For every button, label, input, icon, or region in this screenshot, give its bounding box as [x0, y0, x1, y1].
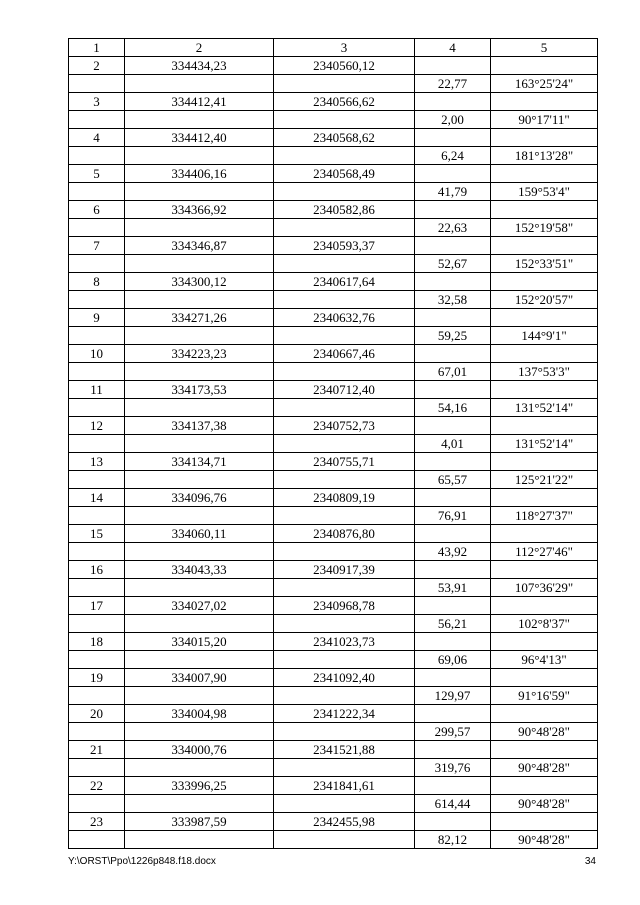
y-coordinate-cell: 2340632,76 [274, 309, 415, 327]
direction-angle-cell: 152°19'58" [491, 219, 598, 237]
empty-cell [274, 435, 415, 453]
empty-cell [69, 615, 125, 633]
empty-cell [69, 723, 125, 741]
y-coordinate-cell: 2341222,34 [274, 705, 415, 723]
empty-cell [69, 255, 125, 273]
empty-cell [125, 831, 274, 849]
table-row-point [69, 345, 598, 363]
direction-angle-cell: 159°53'4" [491, 183, 598, 201]
y-coordinate-cell: 2340809,19 [274, 489, 415, 507]
empty-cell [491, 57, 598, 75]
direction-angle-cell: 152°20'57" [491, 291, 598, 309]
empty-cell [491, 129, 598, 147]
point-number-cell: 23 [69, 813, 125, 831]
table-row-point [69, 417, 598, 435]
y-coordinate-cell: 2340568,62 [274, 129, 415, 147]
empty-cell [125, 399, 274, 417]
table-row-segment [69, 471, 598, 489]
y-coordinate-cell: 2342455,98 [274, 813, 415, 831]
table-row-point [69, 777, 598, 795]
table-row-point [69, 633, 598, 651]
empty-cell [491, 777, 598, 795]
empty-cell [491, 669, 598, 687]
empty-cell [125, 723, 274, 741]
empty-cell [274, 75, 415, 93]
y-coordinate-cell: 2340617,64 [274, 273, 415, 291]
y-coordinate-cell: 2341841,61 [274, 777, 415, 795]
segment-length-cell: 2,00 [415, 111, 491, 129]
segment-length-cell: 65,57 [415, 471, 491, 489]
empty-cell [491, 309, 598, 327]
table-row-segment [69, 327, 598, 345]
table-row-segment [69, 183, 598, 201]
x-coordinate-cell: 333987,59 [125, 813, 274, 831]
segment-length-cell: 54,16 [415, 399, 491, 417]
table-row-point [69, 489, 598, 507]
x-coordinate-cell: 334346,87 [125, 237, 274, 255]
segment-length-cell: 4,01 [415, 435, 491, 453]
table-row-segment [69, 687, 598, 705]
y-coordinate-cell: 2340593,37 [274, 237, 415, 255]
empty-cell [415, 381, 491, 399]
point-number-cell: 12 [69, 417, 125, 435]
direction-angle-cell: 90°48'28" [491, 723, 598, 741]
y-coordinate-cell: 2340917,39 [274, 561, 415, 579]
empty-cell [69, 579, 125, 597]
empty-cell [415, 201, 491, 219]
empty-cell [69, 147, 125, 165]
empty-cell [69, 111, 125, 129]
empty-cell [125, 543, 274, 561]
empty-cell [274, 291, 415, 309]
empty-cell [274, 651, 415, 669]
empty-cell [491, 237, 598, 255]
point-number-cell: 3 [69, 93, 125, 111]
empty-cell [415, 165, 491, 183]
empty-cell [415, 813, 491, 831]
empty-cell [415, 705, 491, 723]
table-row-segment [69, 291, 598, 309]
point-number-cell: 21 [69, 741, 125, 759]
x-coordinate-cell: 334412,40 [125, 129, 274, 147]
y-coordinate-cell: 2340752,73 [274, 417, 415, 435]
empty-cell [415, 561, 491, 579]
empty-cell [125, 147, 274, 165]
page-number: 34 [584, 856, 596, 867]
empty-cell [415, 345, 491, 363]
table-row-segment [69, 435, 598, 453]
table-row-point [69, 237, 598, 255]
empty-cell [69, 363, 125, 381]
empty-cell [415, 669, 491, 687]
segment-length-cell: 6,24 [415, 147, 491, 165]
point-number-cell: 16 [69, 561, 125, 579]
table-row-segment [69, 579, 598, 597]
table-row-point [69, 129, 598, 147]
x-coordinate-cell: 334060,11 [125, 525, 274, 543]
table-row-segment [69, 399, 598, 417]
empty-cell [274, 507, 415, 525]
empty-cell [69, 183, 125, 201]
table-row-segment [69, 363, 598, 381]
empty-cell [491, 345, 598, 363]
empty-cell [125, 687, 274, 705]
empty-cell [274, 795, 415, 813]
empty-cell [274, 399, 415, 417]
empty-cell [69, 507, 125, 525]
table-row-point [69, 93, 598, 111]
y-coordinate-cell: 2340755,71 [274, 453, 415, 471]
segment-length-cell: 82,12 [415, 831, 491, 849]
empty-cell [415, 309, 491, 327]
table-row-segment [69, 75, 598, 93]
empty-cell [415, 633, 491, 651]
empty-cell [491, 453, 598, 471]
empty-cell [274, 219, 415, 237]
segment-length-cell: 67,01 [415, 363, 491, 381]
table-row-segment [69, 219, 598, 237]
empty-cell [125, 363, 274, 381]
table-row-segment [69, 111, 598, 129]
x-coordinate-cell: 333996,25 [125, 777, 274, 795]
empty-cell [491, 489, 598, 507]
empty-cell [415, 453, 491, 471]
column-header-5: 5 [491, 39, 598, 57]
segment-length-cell: 22,77 [415, 75, 491, 93]
empty-cell [491, 417, 598, 435]
y-coordinate-cell: 2341092,40 [274, 669, 415, 687]
empty-cell [125, 579, 274, 597]
segment-length-cell: 129,97 [415, 687, 491, 705]
direction-angle-cell: 152°33'51" [491, 255, 598, 273]
table-row-point [69, 165, 598, 183]
table-row-segment [69, 795, 598, 813]
empty-cell [69, 795, 125, 813]
empty-cell [415, 525, 491, 543]
empty-cell [415, 597, 491, 615]
segment-length-cell: 41,79 [415, 183, 491, 201]
empty-cell [125, 255, 274, 273]
point-number-cell: 11 [69, 381, 125, 399]
table-row-segment [69, 543, 598, 561]
segment-length-cell: 52,67 [415, 255, 491, 273]
empty-cell [125, 435, 274, 453]
point-number-cell: 17 [69, 597, 125, 615]
x-coordinate-cell: 334223,23 [125, 345, 274, 363]
segment-length-cell: 319,76 [415, 759, 491, 777]
segment-length-cell: 43,92 [415, 543, 491, 561]
empty-cell [69, 759, 125, 777]
footer-file-path: Y:\ORST\Ppo\1226p848.f18.docx [68, 856, 216, 867]
empty-cell [274, 615, 415, 633]
table-row-point [69, 309, 598, 327]
segment-length-cell: 59,25 [415, 327, 491, 345]
point-number-cell: 20 [69, 705, 125, 723]
coordinates-table [68, 38, 598, 849]
empty-cell [69, 75, 125, 93]
x-coordinate-cell: 334434,23 [125, 57, 274, 75]
segment-length-cell: 22,63 [415, 219, 491, 237]
table-row-point [69, 453, 598, 471]
y-coordinate-cell: 2340582,86 [274, 201, 415, 219]
empty-cell [69, 219, 125, 237]
empty-cell [491, 273, 598, 291]
empty-cell [415, 237, 491, 255]
empty-cell [69, 291, 125, 309]
table-body [69, 39, 598, 849]
empty-cell [125, 615, 274, 633]
direction-angle-cell: 90°48'28" [491, 759, 598, 777]
point-number-cell: 13 [69, 453, 125, 471]
x-coordinate-cell: 334004,98 [125, 705, 274, 723]
empty-cell [125, 111, 274, 129]
table-row-point [69, 525, 598, 543]
empty-cell [415, 417, 491, 435]
direction-angle-cell: 163°25'24" [491, 75, 598, 93]
empty-cell [125, 795, 274, 813]
table-row-point [69, 597, 598, 615]
empty-cell [491, 525, 598, 543]
point-number-cell: 10 [69, 345, 125, 363]
direction-angle-cell: 96°4'13" [491, 651, 598, 669]
column-header-1: 1 [69, 39, 125, 57]
empty-cell [69, 471, 125, 489]
empty-cell [274, 687, 415, 705]
direction-angle-cell: 144°9'1" [491, 327, 598, 345]
y-coordinate-cell: 2341521,88 [274, 741, 415, 759]
empty-cell [491, 93, 598, 111]
table-row-segment [69, 507, 598, 525]
empty-cell [415, 489, 491, 507]
empty-cell [491, 561, 598, 579]
empty-cell [125, 75, 274, 93]
column-header-2: 2 [125, 39, 274, 57]
table-row-segment [69, 651, 598, 669]
x-coordinate-cell: 334007,90 [125, 669, 274, 687]
empty-cell [415, 129, 491, 147]
empty-cell [491, 201, 598, 219]
y-coordinate-cell: 2340560,12 [274, 57, 415, 75]
empty-cell [125, 183, 274, 201]
table-row-segment [69, 723, 598, 741]
empty-cell [69, 651, 125, 669]
column-header-4: 4 [415, 39, 491, 57]
y-coordinate-cell: 2340566,62 [274, 93, 415, 111]
empty-cell [274, 579, 415, 597]
empty-cell [69, 327, 125, 345]
point-number-cell: 18 [69, 633, 125, 651]
point-number-cell: 4 [69, 129, 125, 147]
y-coordinate-cell: 2340876,80 [274, 525, 415, 543]
table-row-segment [69, 147, 598, 165]
empty-cell [274, 147, 415, 165]
direction-angle-cell: 90°48'28" [491, 795, 598, 813]
direction-angle-cell: 131°52'14" [491, 399, 598, 417]
segment-length-cell: 614,44 [415, 795, 491, 813]
empty-cell [125, 507, 274, 525]
empty-cell [69, 543, 125, 561]
table-row-point [69, 381, 598, 399]
empty-cell [415, 273, 491, 291]
y-coordinate-cell: 2340568,49 [274, 165, 415, 183]
empty-cell [274, 831, 415, 849]
empty-cell [125, 327, 274, 345]
empty-cell [274, 327, 415, 345]
direction-angle-cell: 102°8'37" [491, 615, 598, 633]
x-coordinate-cell: 334096,76 [125, 489, 274, 507]
x-coordinate-cell: 334173,53 [125, 381, 274, 399]
table-row-point [69, 273, 598, 291]
y-coordinate-cell: 2340712,40 [274, 381, 415, 399]
empty-cell [274, 723, 415, 741]
x-coordinate-cell: 334043,33 [125, 561, 274, 579]
empty-cell [274, 111, 415, 129]
point-number-cell: 14 [69, 489, 125, 507]
column-header-3: 3 [274, 39, 415, 57]
empty-cell [491, 633, 598, 651]
table-row-segment [69, 255, 598, 273]
point-number-cell: 2 [69, 57, 125, 75]
empty-cell [125, 219, 274, 237]
empty-cell [415, 777, 491, 795]
empty-cell [415, 741, 491, 759]
point-number-cell: 9 [69, 309, 125, 327]
empty-cell [274, 543, 415, 561]
empty-cell [69, 831, 125, 849]
empty-cell [69, 687, 125, 705]
point-number-cell: 8 [69, 273, 125, 291]
segment-length-cell: 32,58 [415, 291, 491, 309]
empty-cell [69, 399, 125, 417]
empty-cell [125, 291, 274, 309]
segment-length-cell: 69,06 [415, 651, 491, 669]
point-number-cell: 19 [69, 669, 125, 687]
y-coordinate-cell: 2340968,78 [274, 597, 415, 615]
table-row-point [69, 669, 598, 687]
empty-cell [125, 471, 274, 489]
direction-angle-cell: 90°17'11" [491, 111, 598, 129]
table-row-point [69, 741, 598, 759]
y-coordinate-cell: 2341023,73 [274, 633, 415, 651]
empty-cell [274, 759, 415, 777]
empty-cell [274, 471, 415, 489]
empty-cell [415, 93, 491, 111]
direction-angle-cell: 107°36'29" [491, 579, 598, 597]
table-row-segment [69, 831, 598, 849]
empty-cell [491, 381, 598, 399]
segment-length-cell: 76,91 [415, 507, 491, 525]
point-number-cell: 15 [69, 525, 125, 543]
direction-angle-cell: 118°27'37" [491, 507, 598, 525]
direction-angle-cell: 112°27'46" [491, 543, 598, 561]
table-header-row [69, 39, 598, 57]
empty-cell [69, 435, 125, 453]
empty-cell [491, 741, 598, 759]
direction-angle-cell: 181°13'28" [491, 147, 598, 165]
empty-cell [491, 705, 598, 723]
table-row-point [69, 57, 598, 75]
direction-angle-cell: 131°52'14" [491, 435, 598, 453]
x-coordinate-cell: 334271,26 [125, 309, 274, 327]
empty-cell [274, 363, 415, 381]
table-row-point [69, 201, 598, 219]
empty-cell [491, 597, 598, 615]
empty-cell [125, 759, 274, 777]
x-coordinate-cell: 334027,02 [125, 597, 274, 615]
table-row-segment [69, 615, 598, 633]
x-coordinate-cell: 334366,92 [125, 201, 274, 219]
empty-cell [415, 57, 491, 75]
x-coordinate-cell: 334000,76 [125, 741, 274, 759]
segment-length-cell: 53,91 [415, 579, 491, 597]
direction-angle-cell: 137°53'3" [491, 363, 598, 381]
table-row-segment [69, 759, 598, 777]
table-row-point [69, 561, 598, 579]
point-number-cell: 6 [69, 201, 125, 219]
empty-cell [491, 165, 598, 183]
x-coordinate-cell: 334134,71 [125, 453, 274, 471]
x-coordinate-cell: 334015,20 [125, 633, 274, 651]
empty-cell [274, 183, 415, 201]
x-coordinate-cell: 334300,12 [125, 273, 274, 291]
y-coordinate-cell: 2340667,46 [274, 345, 415, 363]
x-coordinate-cell: 334406,16 [125, 165, 274, 183]
x-coordinate-cell: 334412,41 [125, 93, 274, 111]
direction-angle-cell: 125°21'22" [491, 471, 598, 489]
direction-angle-cell: 91°16'59" [491, 687, 598, 705]
empty-cell [274, 255, 415, 273]
segment-length-cell: 56,21 [415, 615, 491, 633]
point-number-cell: 7 [69, 237, 125, 255]
direction-angle-cell: 90°48'28" [491, 831, 598, 849]
table-row-point [69, 813, 598, 831]
empty-cell [125, 651, 274, 669]
segment-length-cell: 299,57 [415, 723, 491, 741]
point-number-cell: 5 [69, 165, 125, 183]
x-coordinate-cell: 334137,38 [125, 417, 274, 435]
empty-cell [491, 813, 598, 831]
point-number-cell: 22 [69, 777, 125, 795]
table-row-point [69, 705, 598, 723]
